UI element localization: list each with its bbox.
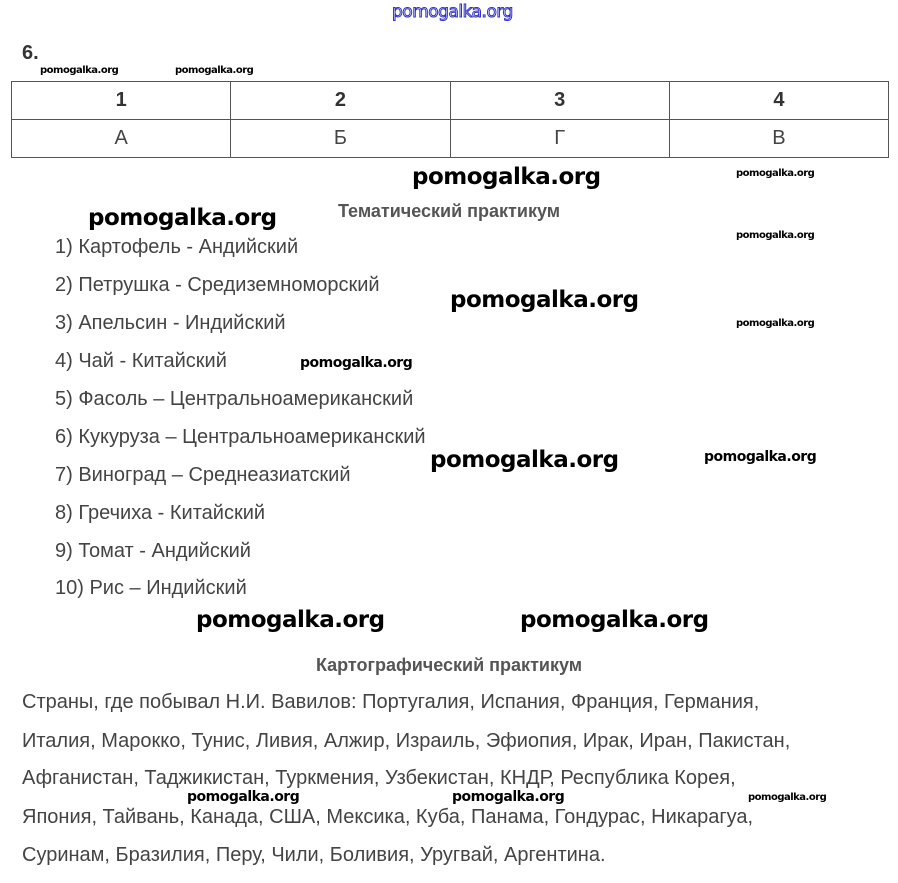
list-item: 1) Картофель - Андийский xyxy=(55,236,299,258)
text-line: Страны, где побывал Н.И. Вавилов: Португалия, Испания, Франция, Германия, xyxy=(22,691,760,713)
list-item: 2) Петрушка - Средиземноморский xyxy=(55,274,380,296)
watermark: pomogalka.org xyxy=(736,168,815,179)
text-line: Япония, Тайвань, Канада, США, Мексика, Куба, Панама, Гондурас, Никарагуа, xyxy=(22,806,754,828)
table-header-cell: 4 xyxy=(669,82,888,120)
text-line: Италия, Марокко, Тунис, Ливия, Алжир, Израиль, Эфиопия, Ирак, Иран, Пакистан, xyxy=(22,730,791,752)
table-header-cell: 2 xyxy=(231,82,450,120)
table-cell: Б xyxy=(231,120,450,158)
table-cell: В xyxy=(669,120,888,158)
list-item: 5) Фасоль – Центральноамериканский xyxy=(55,388,414,410)
watermark: pomogalka.org xyxy=(40,65,119,76)
watermark: pomogalka.org xyxy=(392,2,513,22)
text-line: Афганистан, Таджикистан, Туркмения, Узбекистан, КНДР, Республика Корея, xyxy=(22,767,736,789)
watermark: pomogalka.org xyxy=(412,164,601,190)
thematic-title: Тематический практикум xyxy=(337,201,561,221)
list-item: 10) Рис – Индийский xyxy=(55,577,247,599)
watermark: pomogalka.org xyxy=(430,447,619,473)
watermark: pomogalka.org xyxy=(520,607,709,633)
answer-table xyxy=(11,81,889,158)
table-cell: А xyxy=(12,120,231,158)
watermark: pomogalka.org xyxy=(736,230,815,241)
watermark: pomogalka.org xyxy=(175,65,254,76)
table-header-cell: 1 xyxy=(12,82,231,120)
watermark: pomogalka.org xyxy=(88,205,277,231)
list-item: 8) Гречиха - Китайский xyxy=(55,502,266,524)
table-cell: Г xyxy=(450,120,669,158)
cartographic-title: Картографический практикум xyxy=(315,655,583,675)
table-header-cell: 3 xyxy=(450,82,669,120)
list-item: 4) Чай - Китайский xyxy=(55,350,227,372)
list-item: 6) Кукуруза – Центральноамериканский xyxy=(55,426,426,448)
task-number: 6. xyxy=(22,42,39,64)
watermark: pomogalka.org xyxy=(196,607,385,633)
table-row xyxy=(12,120,889,158)
watermark: pomogalka.org xyxy=(748,792,827,803)
watermark: pomogalka.org xyxy=(452,789,565,805)
watermark: pomogalka.org xyxy=(187,789,300,805)
watermark: pomogalka.org xyxy=(704,449,817,465)
table-header-row xyxy=(12,82,889,120)
list-item: 9) Томат - Андийский xyxy=(55,540,251,562)
list-item: 7) Виноград – Среднеазиатский xyxy=(55,464,351,486)
text-line: Суринам, Бразилия, Перу, Чили, Боливия, Уругвай, Аргентина. xyxy=(22,844,606,866)
watermark: pomogalka.org xyxy=(736,318,815,329)
watermark: pomogalka.org xyxy=(450,287,639,313)
watermark: pomogalka.org xyxy=(300,355,413,371)
list-item: 3) Апельсин - Индийский xyxy=(55,312,286,334)
